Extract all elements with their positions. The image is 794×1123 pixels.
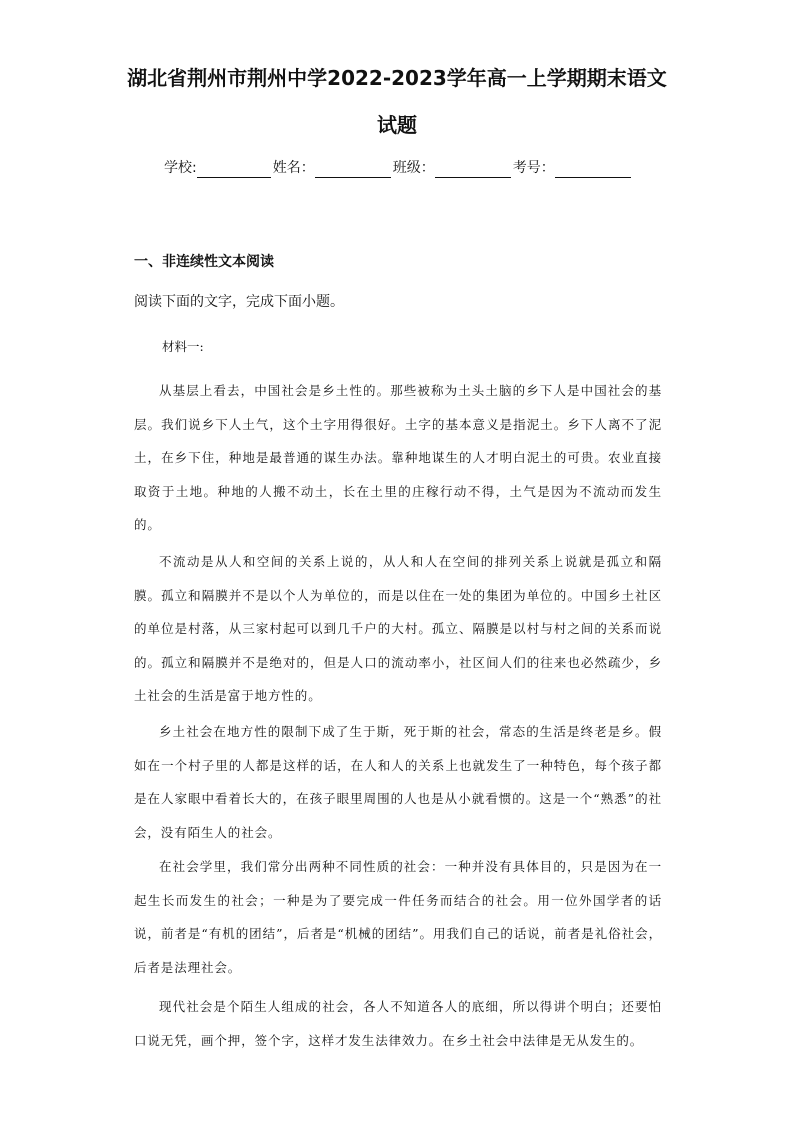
class-blank: [435, 161, 511, 178]
paragraph: 从基层上看去，中国社会是乡土性的。那些被称为土头土脑的乡下人是中国社会的基层。我们说乡下人土气，这个土字用得很好。土字的基本意义是指泥土。乡下人离不了泥土，在乡下住，种地是最普通的谋生办法。靠种地谋生的人才明白泥土的可贵。农业直接取资于土地。种地的人搬不动土，长在土里的庄稼行动不得，土气是因为不流动而发生的。: [134, 383, 662, 532]
class-label: 班级：: [392, 160, 435, 176]
section-heading: 一、非连续性文本阅读: [134, 254, 274, 270]
paragraph: 现代社会是个陌生人组成的社会，各人不知道各人的底细，所以得讲个明白；还要怕口说无凭，画个押，签个字，这样才发生法律效力。在乡土社会中法律是无从发生的。: [134, 999, 662, 1048]
exam-number-blank: [555, 161, 631, 178]
material-label: 材料一:: [162, 339, 204, 354]
paragraph: 不流动是从人和空间的关系上说的，从人和人在空间的排列关系上说就是孤立和隔膜。孤立和隔膜并不是以个人为单位的，而是以住在一处的集团为单位的。中国乡土社区的单位是村落，从三家村起可以到几千户的大村。孤立、隔膜是以村与村之间的关系而说的。孤立和隔膜并不是绝对的，但是人口的流动率小，社区间人们的往来也必然疏少，乡土社会的生活是富于地方性的。: [134, 554, 662, 703]
class-field: [393, 158, 513, 178]
school-label: 学校:: [164, 160, 197, 176]
document-title-continued: 试题: [377, 113, 417, 137]
name-field: [273, 158, 393, 178]
school-blank: [197, 161, 271, 178]
paragraph: 乡土社会在地方性的限制下成了生于斯，死于斯的社会，常态的生活是终老是乡。假如在一个村子里的人都是这样的话，在人和人的关系上也就发生了一种特色，每个孩子都是在人家眼中看着长大的，在孩子眼里周围的人也是从小就看惯的。这是一个“熟悉”的社会，没有陌生人的社会。: [134, 724, 662, 840]
name-label: 姓名：: [272, 160, 315, 176]
paragraph: 在社会学里，我们常分出两种不同性质的社会：一种并没有具体目的，只是因为在一起生长而发生的社会；一种是为了要完成一件任务而结合的社会。用一位外国学者的话说，前者是“有机的团结”，后者是“机械的团结”。用我们自己的话说，前者是礼俗社会，后者是法理社会。: [134, 859, 662, 975]
school-field: [164, 158, 273, 178]
reading-instruction: 阅读下面的文字，完成下面小题。: [134, 294, 344, 310]
exam-number-field: [513, 158, 633, 178]
exam-number-label: 考号：: [512, 160, 555, 176]
name-blank: [315, 161, 391, 178]
document-title: 湖北省荆州市荆州中学2022-2023学年高一上学期期末语文: [127, 66, 667, 90]
student-info-line: [164, 158, 633, 178]
